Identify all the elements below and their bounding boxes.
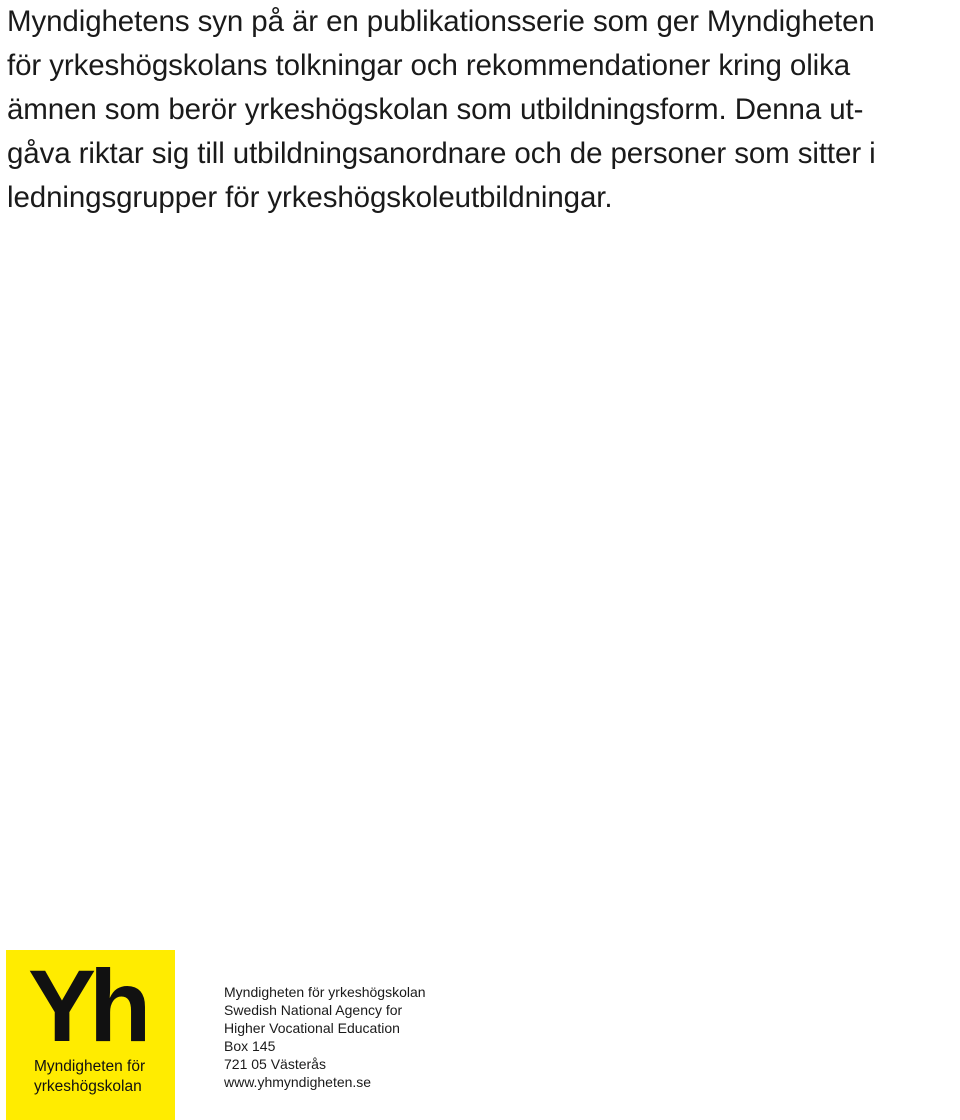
logo-agency-name xyxy=(34,1057,145,1097)
logo-name-line: Myndigheten för xyxy=(34,1058,146,1075)
address-agency-name: Myndigheten för yrkeshögskolan xyxy=(224,984,426,1000)
intro-line: gåva riktar sig till utbildningsanordnare och de personer som sitter i xyxy=(7,137,876,170)
intro-line: för yrkeshögskolans tolkningar och rekommendationer kring olika xyxy=(7,49,851,82)
agency-address xyxy=(224,983,426,1091)
address-english-name-cont: Higher Vocational Education xyxy=(224,1020,400,1036)
address-po-box: Box 145 xyxy=(224,1038,276,1054)
address-website[interactable]: www.yhmyndigheten.se xyxy=(224,1074,372,1090)
intro-paragraph xyxy=(7,0,957,220)
intro-line: ämnen som berör yrkeshögskolan som utbildningsform. Denna ut- xyxy=(7,93,864,126)
address-postal-city: 721 05 Västerås xyxy=(224,1056,326,1072)
address-english-name: Swedish National Agency for xyxy=(224,1002,403,1018)
intro-line: ledningsgrupper för yrkeshögskoleutbildningar. xyxy=(7,181,613,214)
intro-line: Myndighetens syn på är en publikationsserie som ger Myndigheten xyxy=(7,5,875,38)
logo-mark: Yh xyxy=(28,949,145,1063)
agency-logo xyxy=(6,950,175,1120)
logo-name-line: yrkeshögskolan xyxy=(34,1078,142,1095)
